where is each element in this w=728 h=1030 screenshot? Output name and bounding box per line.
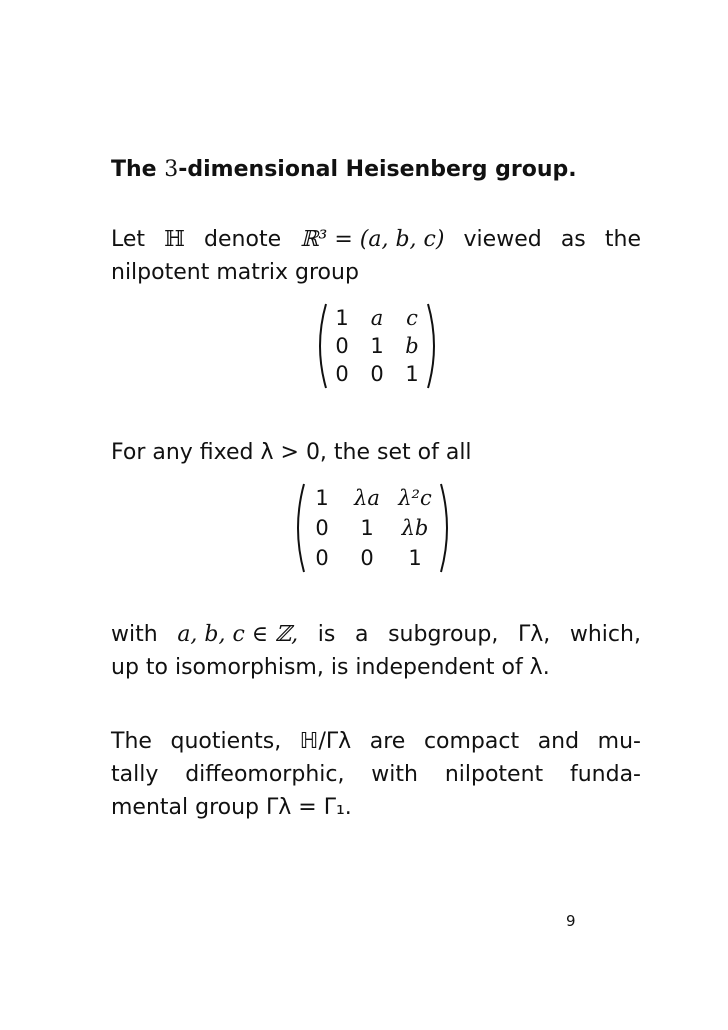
matrix-heisenberg [312, 300, 442, 392]
para1-line2: nilpotent matrix group [111, 260, 359, 285]
word: funda- [569, 762, 641, 787]
title-number: 3 [164, 157, 179, 182]
title-rest: -dimensional Heisenberg group. [178, 157, 577, 182]
word: viewed [463, 227, 542, 252]
matrix-cell: b [405, 334, 419, 358]
math-expression: Γλ, [517, 622, 551, 647]
matrix-cell: λa [354, 486, 380, 510]
word: nilpotent [444, 762, 544, 787]
matrix-cell: 1 [370, 334, 384, 358]
word: are [369, 729, 406, 754]
matrix-cell: 1 [405, 362, 419, 386]
matrix-cell: λ²c [398, 486, 432, 510]
word: compact [423, 729, 520, 754]
para4-line2 [111, 760, 641, 790]
word: which, [569, 622, 641, 647]
matrix-cell: 1 [315, 486, 329, 510]
matrix-cell: 1 [360, 516, 374, 540]
word: subgroup, [388, 622, 499, 647]
word: The [111, 729, 152, 754]
word: and [537, 729, 580, 754]
matrix-cell: 0 [315, 546, 329, 570]
word: the [604, 227, 641, 252]
word: with [111, 622, 158, 647]
matrix-cell: 0 [335, 362, 349, 386]
matrix-cell: λb [401, 516, 429, 540]
word: tally [111, 762, 159, 787]
section-title [111, 155, 641, 185]
matrix-cell: 0 [315, 516, 329, 540]
title-word: The [111, 157, 157, 182]
matrix-cell: 0 [360, 546, 374, 570]
matrix-cell: 0 [370, 362, 384, 386]
para4-line1 [111, 727, 641, 757]
word: diffeomorphic, [185, 762, 345, 787]
word: Let [111, 227, 146, 252]
matrix-cell: 1 [335, 306, 349, 330]
para1-line1 [111, 225, 641, 255]
math-expression: ℍ/Γλ [299, 729, 352, 754]
word: ℍ [164, 227, 185, 252]
para3-line1 [111, 620, 641, 650]
math-expression: ℝ³ = (a, b, c) [300, 227, 445, 252]
word: denote [204, 227, 282, 252]
para4-line3: mental group Γλ = Γ₁. [111, 795, 352, 820]
matrix-cell: 0 [335, 334, 349, 358]
matrix-cell: c [406, 306, 418, 330]
para3-line2: up to isomorphism, is independent of λ. [111, 655, 550, 680]
word: with [371, 762, 418, 787]
word: a [354, 622, 369, 647]
matrix-scaled [290, 480, 455, 576]
page-number: 9 [566, 912, 576, 930]
word: mu- [597, 729, 641, 754]
word: as [560, 227, 586, 252]
matrix-cell: 1 [408, 546, 422, 570]
para2-line1: For any fixed λ > 0, the set of all [111, 440, 472, 465]
word: quotients, [170, 729, 282, 754]
math-expression: a, b, c ∈ ℤ, [177, 622, 299, 647]
matrix-cell: a [370, 306, 384, 330]
word: is [317, 622, 336, 647]
